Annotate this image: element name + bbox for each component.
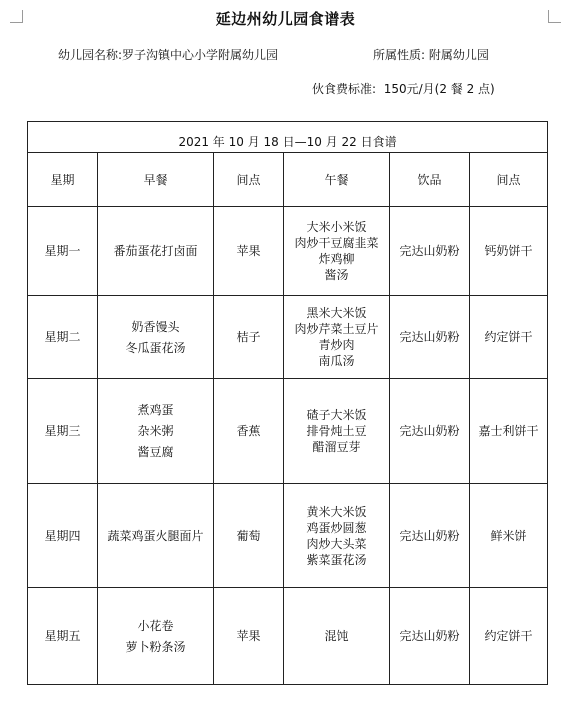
kindergarten-name-label: 幼儿园名称: [58,48,123,62]
morning-snack-cell: 苹果 [214,588,284,685]
breakfast-cell [98,588,214,685]
breakfast-cell [98,296,214,379]
breakfast-cell [98,484,214,588]
morning-snack-cell: 香蕉 [214,379,284,484]
kindergarten-name-line [58,46,278,63]
breakfast-item: 冬瓜蛋花汤 [125,340,186,355]
lunch-item: 鸡蛋炒圆葱 [306,520,367,535]
lunch-item: 肉炒干豆腐韭菜 [294,236,379,250]
weekday-cell: 星期二 [28,296,98,379]
header-drink: 饮品 [390,153,470,207]
table-header-row [28,153,548,207]
lunch-cell [284,207,390,296]
meal-fee-value: 150元/月(2 餐 2 点) [383,82,495,96]
breakfast-item: 小花卷 [137,618,174,633]
lunch-item: 醋溜豆芽 [312,440,361,454]
breakfast-item: 蔬菜鸡蛋火腿面片 [107,528,204,543]
meal-fee-line [312,80,495,97]
lunch-cell [284,379,390,484]
table-row [28,379,548,484]
lunch-cell [284,296,390,379]
drink-cell: 完达山奶粉 [390,484,470,588]
lunch-cell [284,484,390,588]
meal-fee-label: 伙食费标准: [312,82,377,96]
breakfast-item: 酱豆腐 [137,445,174,459]
lunch-item: 紫菜蛋花汤 [306,552,367,567]
drink-cell: 完达山奶粉 [390,379,470,484]
afternoon-snack-cell: 约定饼干 [470,296,548,379]
lunch-item: 排骨炖土豆 [306,424,367,438]
breakfast-item: 萝卜粉条汤 [125,639,186,654]
header-afternoon-snack: 间点 [470,153,548,207]
lunch-item: 肉炒大头菜 [306,536,367,551]
morning-snack-cell: 葡萄 [214,484,284,588]
affiliation-label: 所属性质: [373,48,426,62]
breakfast-item: 杂米粥 [137,424,174,438]
table-row [28,296,548,379]
breakfast-item: 奶香馒头 [131,319,180,334]
lunch-cell [284,588,390,685]
kindergarten-name-value: 罗子沟镇中心小学附属幼儿园 [122,48,279,62]
affiliation-line [373,46,489,63]
weekday-cell: 星期一 [28,207,98,296]
header-lunch: 午餐 [284,153,390,207]
afternoon-snack-cell: 钙奶饼干 [470,207,548,296]
lunch-item: 南瓜汤 [318,354,355,368]
lunch-item: 酱汤 [324,268,349,282]
header-weekday: 星期 [28,153,98,207]
morning-snack-cell: 桔子 [214,296,284,379]
header-morning-snack: 间点 [214,153,284,207]
table-row [28,484,548,588]
afternoon-snack-cell: 嘉士利饼干 [470,379,548,484]
affiliation-value: 附属幼儿园 [428,48,489,62]
menu-date-range: 2021 年 10 月 18 日—10 月 22 日食谱 [28,132,548,153]
weekday-cell: 星期四 [28,484,98,588]
breakfast-item: 煮鸡蛋 [137,403,174,417]
breakfast-item: 番茄蛋花打卤面 [113,244,198,258]
lunch-item: 肉炒芹菜土豆片 [294,322,379,336]
document-title: 延边州幼儿园食谱表 [215,10,356,28]
morning-snack-cell: 苹果 [214,207,284,296]
afternoon-snack-cell: 约定饼干 [470,588,548,685]
weekday-cell: 星期五 [28,588,98,685]
lunch-item: 混饨 [324,629,349,643]
weekly-menu-table [27,121,548,685]
lunch-item: 炸鸡柳 [318,252,355,266]
lunch-item: 碴子大米饭 [306,408,367,422]
menu-date-range-row [28,132,548,153]
header-breakfast: 早餐 [98,153,214,207]
drink-cell: 完达山奶粉 [390,588,470,685]
drink-cell: 完达山奶粉 [390,296,470,379]
table-row [28,588,548,685]
table-top-spacer [28,122,548,133]
weekday-cell: 星期三 [28,379,98,484]
breakfast-cell [98,207,214,296]
drink-cell: 完达山奶粉 [390,207,470,296]
breakfast-cell [98,379,214,484]
lunch-item: 大米小米饭 [306,220,367,234]
afternoon-snack-cell: 鲜米饼 [470,484,548,588]
table-row [28,207,548,296]
lunch-item: 黑米大米饭 [306,306,367,320]
lunch-item: 青炒肉 [318,338,355,352]
lunch-item: 黄米大米饭 [306,504,367,519]
